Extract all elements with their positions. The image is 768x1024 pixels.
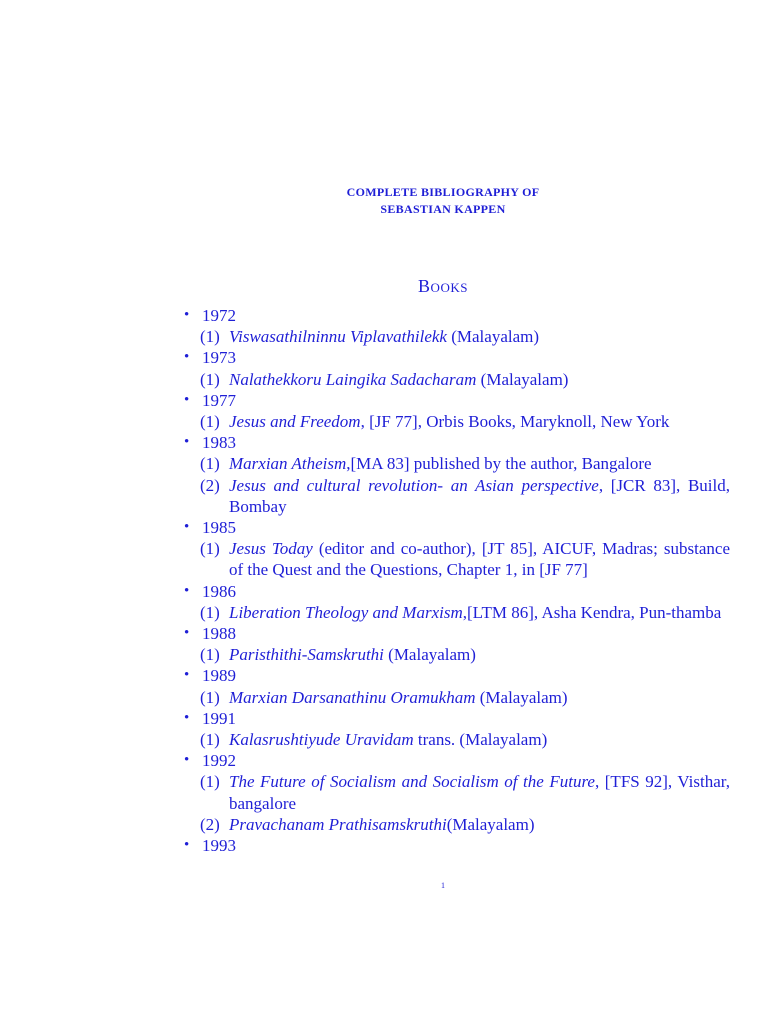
item-number: (2) [200,475,220,495]
year-entry [184,665,730,686]
item-number: (1) [200,687,220,707]
year-entry [184,517,730,538]
bibliography-item [184,814,730,835]
book-title: Jesus Today [229,539,313,559]
book-details: (editor and co-author), [JT 85], AICUF, Madras; substance of the Quest and the Questions, Chapter 1, in [JF 77] [229,539,730,580]
year-label: 1973 [202,348,236,368]
year-label: 1989 [202,666,236,686]
bullet-icon: • [184,307,190,323]
book-details: (Malayalam) [475,687,568,707]
item-number: (1) [200,454,220,474]
year-entry [184,305,730,326]
year-label: 1993 [202,835,236,855]
bullet-icon: • [184,667,190,684]
year-label: 1977 [202,390,236,410]
year-label: 1983 [202,433,236,453]
bullet-icon: • [184,709,190,726]
bibliography-item [184,771,730,813]
year-entry [184,708,730,729]
page-number: 1 [441,881,445,890]
bullet-icon: • [184,836,190,853]
book-details: (Malayalam) [446,327,540,347]
book-details: , [TFS 92], Visthar, bangalore [229,772,730,813]
section-heading-books: Books [418,276,468,296]
bibliography-item [184,538,730,580]
book-details: , [JCR 83], Build, Bombay [229,475,730,516]
book-title: The Future of Socialism and Socialism of the Future [229,772,595,792]
book-title: Kalasrushtiyude Uravidam [229,729,414,749]
bibliography-list [184,305,730,856]
year-label: 1988 [202,623,236,643]
year-entry [184,623,730,644]
book-details: , [JF 77], Orbis Books, Maryknoll, New York [360,411,670,431]
book-title: Marxian Atheism [229,454,347,474]
item-number: (2) [200,814,220,834]
item-number: (1) [200,539,220,559]
year-label: 1992 [202,751,236,771]
title-line-1: COMPLETE BIBLIOGRAPHY OF [346,185,540,199]
bibliography-item [184,729,730,750]
book-title: Marxian Darsanathinu Oramukham [229,687,476,707]
book-details: (Malayalam) [446,814,535,834]
year-entry [184,581,730,602]
book-title: Liberation Theology and Marxism [229,602,463,622]
year-label: 1985 [202,517,236,537]
bullet-icon: • [184,752,190,769]
year-entry [184,835,730,856]
book-title: Jesus and cultural revolution- an Asian perspective [229,475,599,495]
bibliography-item [184,411,730,432]
year-label: 1986 [202,581,236,601]
item-number: (1) [200,369,220,389]
item-number: (1) [200,411,220,431]
book-details: trans. (Malayalam) [413,729,548,749]
bullet-icon: • [184,582,190,599]
bibliography-item [184,687,730,708]
year-label: 1972 [202,306,236,325]
item-number: (1) [200,645,220,665]
item-number: (1) [200,602,220,622]
year-entry [184,432,730,453]
bibliography-item [184,326,730,347]
bullet-icon: • [184,518,190,535]
bibliography-item [184,475,730,517]
bullet-icon: • [184,624,190,641]
bullet-icon: • [184,349,190,366]
bullet-icon: • [184,434,190,451]
item-number: (1) [200,327,220,347]
item-number: (1) [200,772,220,792]
item-number: (1) [200,729,220,749]
title-line-2: SEBASTIAN KAPPEN [380,202,506,216]
bibliography-item [184,369,730,390]
book-details: (Malayalam) [476,369,569,389]
book-details: (Malayalam) [383,645,476,665]
year-entry [184,347,730,368]
year-entry [184,750,730,771]
book-title: Nalathekkoru Laingika Sadacharam [229,369,477,389]
book-title: Paristhithi-Samskruthi [229,645,384,665]
book-title: Viswasathilninnu Viplavathilekk [229,327,447,347]
year-label: 1991 [202,708,236,728]
book-details: ,[MA 83] published by the author, Bangalore [346,454,652,474]
book-title: Pravachanam Prathisamskruthi [229,814,447,834]
year-entry [184,390,730,411]
bibliography-item [184,644,730,665]
document-title [0,184,768,218]
book-title: Jesus and Freedom [229,411,361,431]
bibliography-item [184,602,730,623]
bullet-icon: • [184,391,190,408]
bibliography-item [184,453,730,474]
book-details: ,[LTM 86], Asha Kendra, Pun-thamba [462,602,722,622]
